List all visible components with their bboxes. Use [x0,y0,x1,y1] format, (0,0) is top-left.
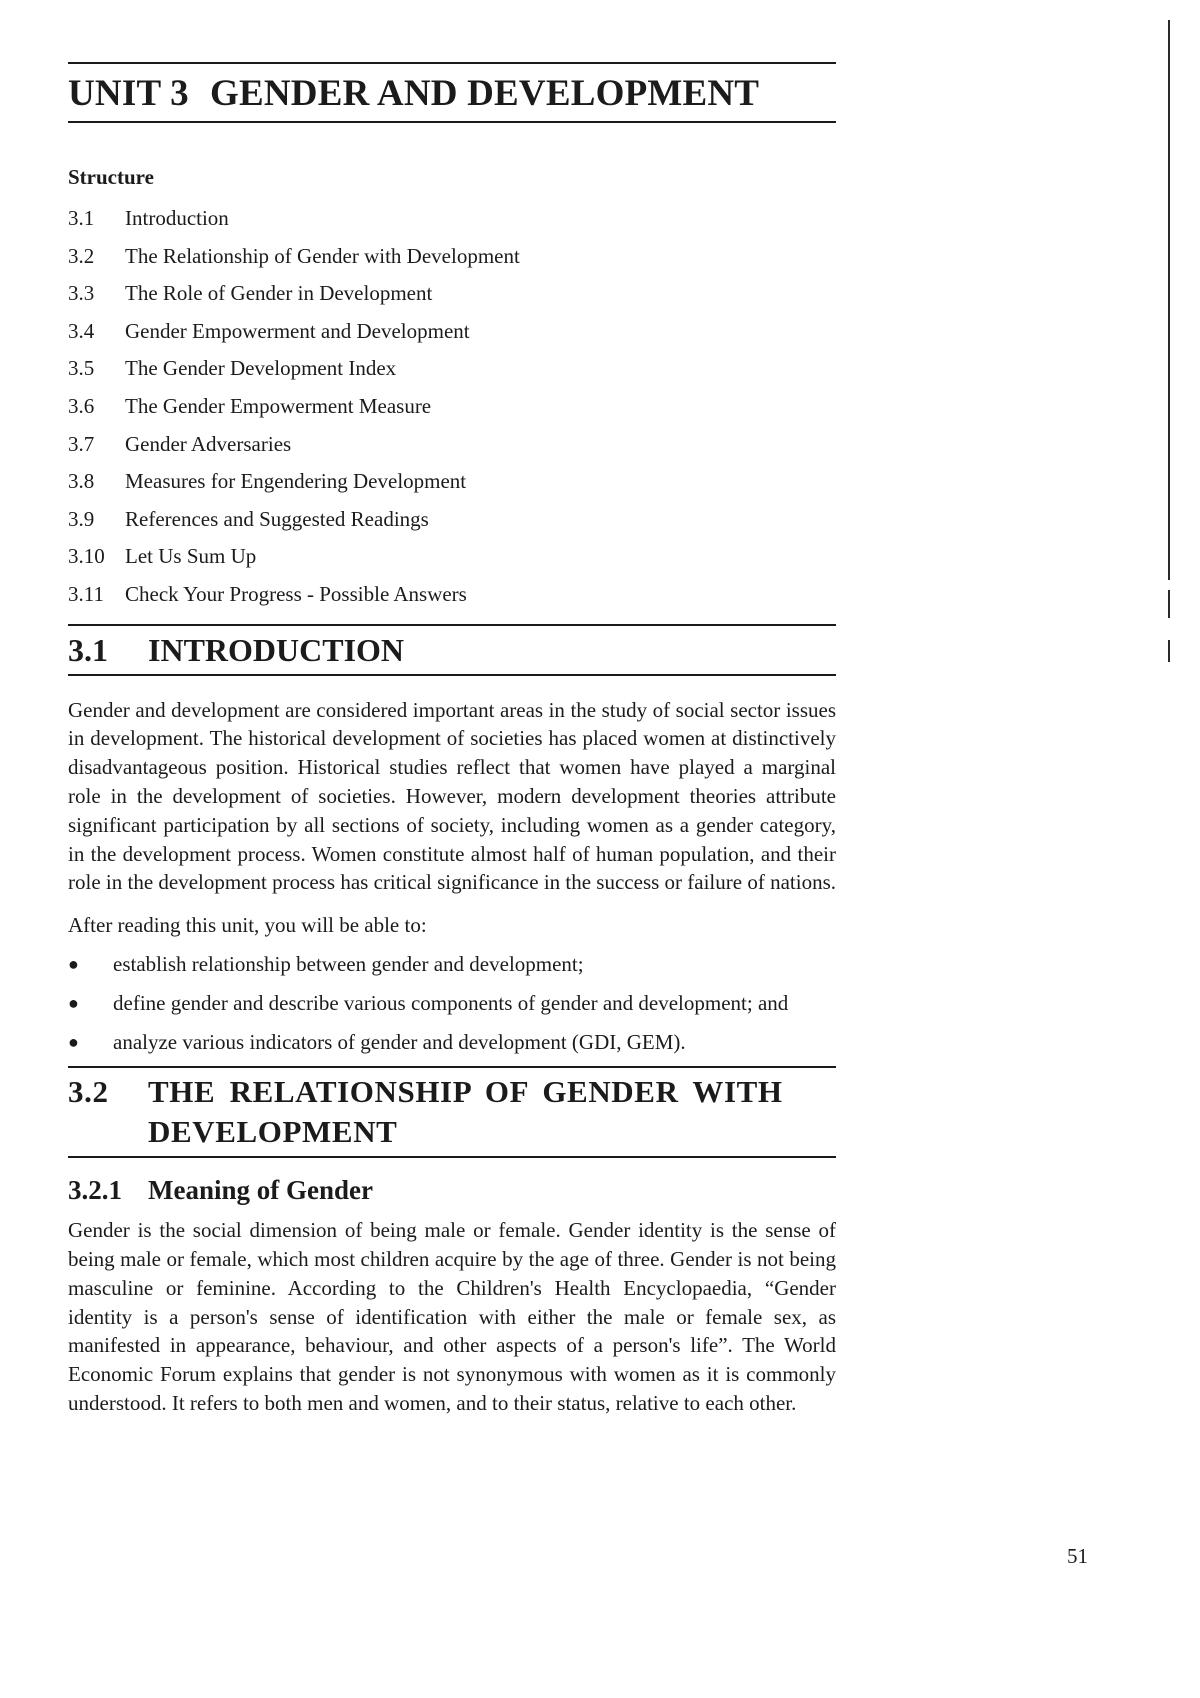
toc-item [68,200,836,238]
subsection-title: Meaning of Gender [148,1175,373,1206]
toc-item [68,426,836,464]
toc-item-text: The Gender Empowerment Measure [125,393,432,418]
toc-item [68,576,836,614]
scan-edge-mark [1168,590,1170,618]
section-heading-relationship [68,1072,836,1152]
scan-edge-line [1168,20,1170,580]
top-rule [68,62,836,64]
toc-item-number: 3.5 [68,356,95,381]
toc-item [68,501,836,539]
toc-item-number: 3.6 [68,393,95,418]
section-number: 3.1 [68,631,108,668]
page-number: 51 [1067,1544,1088,1568]
bullet-icon: ● [68,992,79,1013]
intro-rule-bottom [68,674,836,676]
subsection-number: 3.2.1 [68,1175,122,1206]
toc-item-number: 3.4 [68,318,95,343]
toc-item-number: 3.10 [68,544,105,569]
section-number: 3.2 [68,1074,109,1110]
document-page [68,0,836,1418]
bullet-icon: ● [68,1031,79,1052]
toc-item [68,388,836,426]
unit-number: UNIT 3 [68,73,189,114]
objective-text: analyze various indicators of gender and development (GDI, GEM). [113,1029,686,1054]
section-title: INTRODUCTION [148,631,405,668]
toc-item-text: Measures for Engendering Development [125,469,467,494]
structure-heading: Structure [68,165,154,189]
toc-item-text: The Role of Gender in Development [125,281,433,306]
toc-item-number: 3.8 [68,469,95,494]
intro-paragraph: Gender and development are considered important areas in the study of social sector issues in development. The historical development of societies has placed women at distinctively disadvantageous position. Historical studies reflect that women have played a marginal role in the development of societies. However, modern development theories attribute significant participation by all sections of society, including women as a gender category, in the development process. Women constitute almost half of human population, and their role in the development process has critical significance in the success or failure of nations. [68,697,836,895]
unit-title [68,72,836,116]
toc-item-number: 3.11 [68,581,104,606]
toc-item [68,350,836,388]
toc-item-text: References and Suggested Readings [125,506,429,531]
table-of-contents [68,200,836,614]
toc-item-text: The Relationship of Gender with Development [125,243,520,268]
unit-title-text: GENDER AND DEVELOPMENT [210,73,760,114]
gender-meaning-paragraph: Gender is the social dimension of being male or female. Gender identity is the sense of being male or female, which most children acquire by the age of three. Gender is not being masculine or feminine. According to the Children's Health Encyclopaedia, “Gender identity is a person's sense of identification with either the male or female sex, as manifested in appearance, behaviour, and other aspects of a person's life”. The World Economic Forum explains that gender is not synonymous with women as it is commonly understood. It refers to both men and women, and to their status, relative to each other. [68,1218,836,1416]
unit-title-rule [68,121,836,123]
objective-item [68,989,836,1018]
section2-rule-top [68,1066,836,1068]
section2-rule-bottom [68,1156,836,1158]
scan-edge-mark [1168,640,1170,662]
toc-item [68,463,836,501]
toc-item-text: Gender Empowerment and Development [125,318,470,343]
toc-item-number: 3.9 [68,506,95,531]
section-title-line2: DEVELOPMENT [148,1114,398,1150]
bullet-icon: ● [68,953,79,974]
toc-item [68,238,836,276]
objective-item [68,950,836,979]
objective-text: define gender and describe various components of gender and development; and [113,990,789,1015]
section-title-line1: THE RELATIONSHIP OF GENDER WITH [148,1074,783,1110]
toc-item-text: Let Us Sum Up [125,544,257,569]
toc-item [68,275,836,313]
toc-item-text: Gender Adversaries [125,431,292,456]
toc-item-text: Introduction [125,206,229,230]
toc-item-text: The Gender Development Index [125,356,397,381]
toc-item [68,313,836,351]
toc-item-number: 3.3 [68,281,95,306]
intro-rule-top [68,624,836,626]
toc-item-number: 3.1 [68,206,95,230]
objectives-list [68,950,836,1056]
subsection-heading [68,1172,836,1208]
toc-item-number: 3.2 [68,243,95,268]
objectives-lead: After reading this unit, you will be able to: [68,913,427,938]
objective-item [68,1028,836,1057]
objective-text: establish relationship between gender and development; [113,951,584,976]
toc-item-number: 3.7 [68,431,95,456]
toc-item [68,538,836,576]
toc-item-text: Check Your Progress - Possible Answers [125,581,467,606]
section-heading-intro [68,630,836,670]
